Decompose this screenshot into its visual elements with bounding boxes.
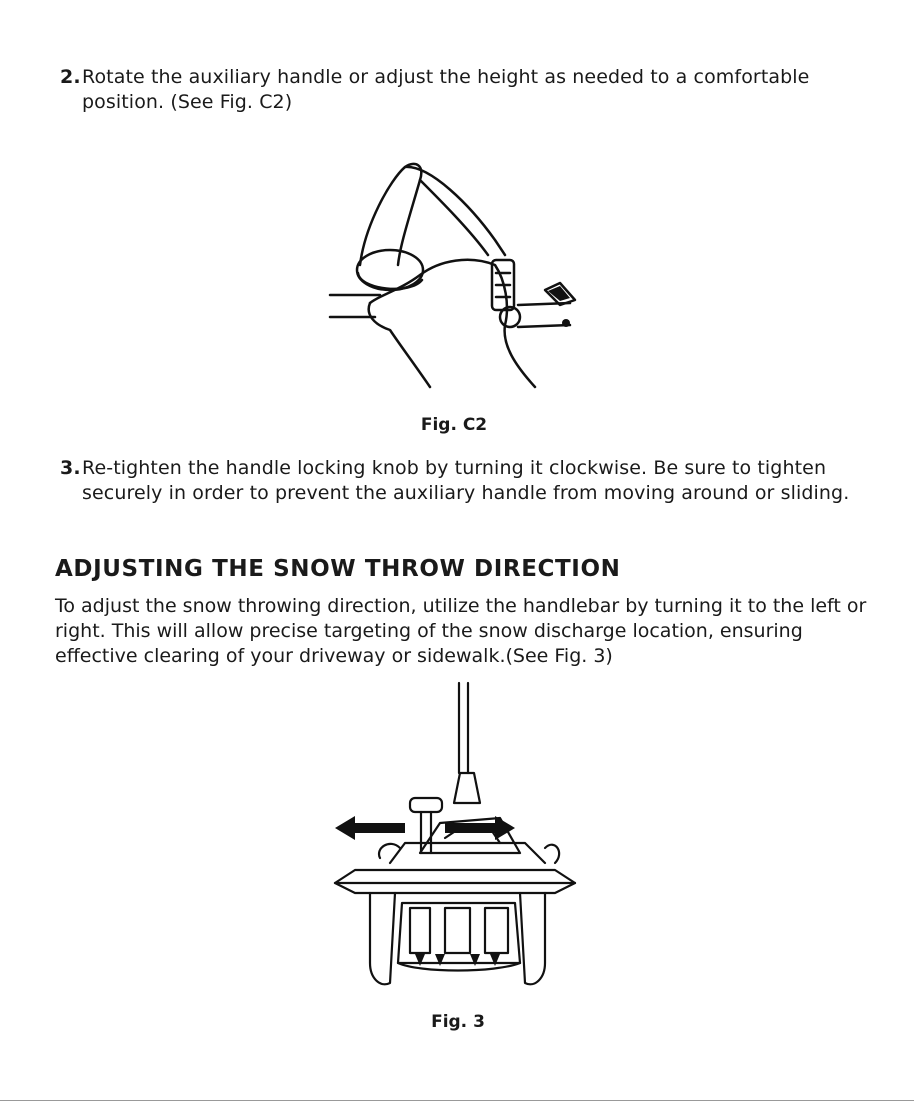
footer-divider xyxy=(0,1100,914,1101)
step-text: Re-tighten the handle locking knob by turning it clockwise. Be sure to tighten securely in order to prevent the auxiliary handle from moving around or sliding. xyxy=(82,457,850,504)
step-3 xyxy=(60,456,880,506)
figure-3-snow-thrower-illustration xyxy=(320,678,590,998)
section-heading: ADJUSTING THE SNOW THROW DIRECTION xyxy=(55,556,621,582)
figure-c2-caption: Fig. C2 xyxy=(420,415,488,435)
step-text: Rotate the auxiliary handle or adjust the height as needed to a comfortable position. (See Fig. C2) xyxy=(82,66,810,113)
step-number: 3. xyxy=(60,457,81,479)
figure-c2-handle-illustration xyxy=(320,155,590,390)
section-body: To adjust the snow throwing direction, utilize the handlebar by turning it to the left or right. This will allow precise targeting of the snow discharge location, ensuring effective clearing of your driveway or sidewalk.(See Fig. 3) xyxy=(55,595,867,667)
step-number: 2. xyxy=(60,66,81,88)
step-2 xyxy=(60,65,880,115)
figure-3-caption: Fig. 3 xyxy=(431,1012,485,1032)
